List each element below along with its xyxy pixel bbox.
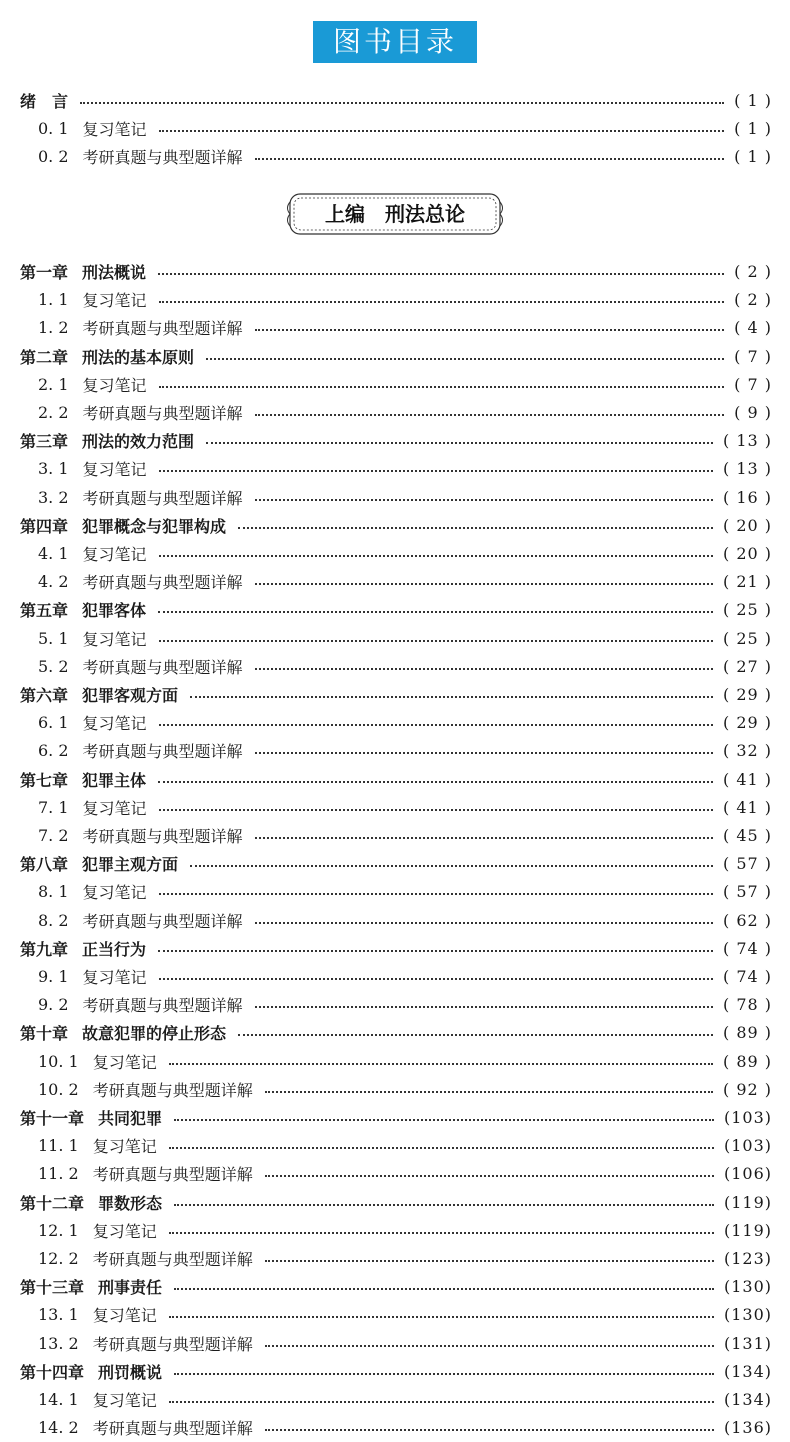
toc-section-row[interactable] [20,483,772,511]
toc-title: 复习笔记 [82,882,147,902]
toc-page-number: (103) [723,1107,772,1127]
toc-title: 考研真题与典型题详解 [92,1334,253,1354]
dot-leader [255,329,725,331]
dot-leader [158,950,713,952]
toc-title: 复习笔记 [92,1052,157,1072]
toc-number: 5. 1 [38,628,69,648]
toc-page-number: ( 9 ) [734,402,772,422]
toc-chapter-row[interactable] [20,934,772,962]
toc-number: 10. 1 [38,1051,79,1071]
dot-leader [80,102,724,104]
dot-leader [158,611,713,613]
toc-title: 复习笔记 [92,1305,157,1325]
toc-number: 3. 1 [38,458,69,478]
toc-page-number: ( 74 ) [722,938,772,958]
toc-title: 考研真题与典型题详解 [92,1164,253,1184]
toc-number: 11. 1 [38,1135,79,1155]
toc-page-number: (106) [723,1163,772,1183]
toc-number: 0. 2 [38,146,69,166]
toc-section-row[interactable] [20,906,772,934]
toc-page-number: ( 7 ) [734,346,772,366]
toc-page-number: ( 1 ) [734,118,772,138]
toc-section-row[interactable] [20,1329,772,1357]
toc-title: 考研真题与典型题详解 [82,741,243,761]
toc-section-row[interactable] [20,736,772,764]
toc-title: 复习笔记 [82,375,147,395]
toc-number: 第十四章 [20,1362,85,1382]
toc-title: 考研真题与典型题详解 [82,147,243,167]
toc-chapter-row[interactable] [20,511,772,539]
toc-page-number: (130) [723,1276,772,1296]
dot-leader [169,1147,714,1149]
toc-number: 7. 1 [38,797,69,817]
toc-chapter-row[interactable] [20,86,772,114]
dot-leader [169,1063,713,1065]
toc-number: 1. 1 [38,289,69,309]
part-title: 上编 刑法总论 [325,202,465,226]
toc-number: 第四章 [20,516,69,536]
toc-number: 11. 2 [38,1163,79,1183]
toc-chapter-row[interactable] [20,1103,772,1131]
dot-leader [159,555,713,557]
toc-title: 考研真题与典型题详解 [82,488,243,508]
toc-number: 3. 2 [38,487,69,507]
toc-number: 第九章 [20,939,69,959]
toc-page-number: (119) [723,1220,772,1240]
toc-title: 复习笔记 [92,1136,157,1156]
toc-title: 考研真题与典型题详解 [82,403,243,423]
toc-number: 14. 1 [38,1389,79,1409]
toc-page-number: (119) [723,1192,772,1212]
toc-section-row[interactable] [20,877,772,905]
toc-section-row[interactable] [20,142,772,170]
toc-page-number: (131) [723,1333,772,1353]
toc-section-row[interactable] [20,1413,772,1441]
toc-page-number: ( 45 ) [722,825,772,845]
toc-page-number: ( 29 ) [722,684,772,704]
part-heading [284,186,506,242]
toc-number: 第三章 [20,431,69,451]
toc-page-number: ( 92 ) [722,1079,772,1099]
toc-page-number: ( 7 ) [734,374,772,394]
toc-page-number: ( 16 ) [722,487,772,507]
toc-page-number: ( 13 ) [722,458,772,478]
dot-leader [190,696,713,698]
toc-number: 13. 2 [38,1333,79,1353]
toc-page-number: ( 25 ) [722,628,772,648]
toc-page-number: (123) [723,1248,772,1268]
toc-section-row[interactable] [20,1300,772,1328]
toc-title: 故意犯罪的停止形态 [82,1023,227,1043]
toc-chapter-row[interactable] [20,257,772,285]
toc-title: 共同犯罪 [98,1108,163,1128]
toc-page-number: ( 20 ) [722,515,772,535]
toc-section-row[interactable] [20,1216,772,1244]
toc-page-number: ( 25 ) [722,599,772,619]
toc-number: 第一章 [20,262,69,282]
toc-number: 9. 1 [38,966,69,986]
toc-chapter-row[interactable] [20,1357,772,1385]
toc-number: 0. 1 [38,118,69,138]
dot-leader [174,1373,714,1375]
toc-number: 第六章 [20,685,69,705]
toc-chapter-row[interactable] [20,680,772,708]
toc-title: 考研真题与典型题详解 [82,318,243,338]
dot-leader [255,158,725,160]
dot-leader [265,1175,714,1177]
toc-title: 考研真题与典型题详解 [92,1418,253,1438]
toc-number: 第五章 [20,600,69,620]
toc-section-row[interactable] [20,962,772,990]
toc-title: 复习笔记 [82,544,147,564]
toc-title: 刑法概说 [82,262,147,282]
toc-page-number: (103) [723,1135,772,1155]
toc-title: 考研真题与典型题详解 [82,995,243,1015]
toc-number: 4. 1 [38,543,69,563]
toc-number: 5. 2 [38,656,69,676]
toc-section-row[interactable] [20,539,772,567]
toc-number: 9. 2 [38,994,69,1014]
toc-page-number: ( 1 ) [734,90,772,110]
toc-number: 第八章 [20,854,69,874]
dot-leader [265,1429,714,1431]
toc-section-row[interactable] [20,708,772,736]
dot-leader [159,640,713,642]
toc-page-number: ( 78 ) [722,994,772,1014]
toc-page-number: ( 2 ) [734,289,772,309]
toc-page-number: ( 41 ) [722,797,772,817]
toc-number: 12. 2 [38,1248,79,1268]
toc-title: 犯罪主观方面 [82,854,179,874]
dot-leader [255,837,713,839]
toc-title: 刑法的基本原则 [82,347,195,367]
toc-page-number: (134) [723,1361,772,1381]
dot-leader [159,724,713,726]
toc-section-row[interactable] [20,652,772,680]
toc-section-row[interactable] [20,624,772,652]
dot-leader [206,358,724,360]
toc-title: 考研真题与典型题详解 [82,657,243,677]
toc-title: 复习笔记 [82,459,147,479]
toc-page-number: ( 41 ) [722,769,772,789]
toc-title: 正当行为 [82,939,147,959]
toc-section-row[interactable] [20,285,772,313]
toc-page-number: ( 2 ) [734,261,772,281]
toc-chapter-row[interactable] [20,1188,772,1216]
toc-page-number: ( 4 ) [734,317,772,337]
toc-title: 刑事责任 [98,1277,163,1297]
toc-page-number: ( 29 ) [722,712,772,732]
dot-leader [265,1260,714,1262]
dot-leader [255,668,713,670]
dot-leader [159,978,713,980]
toc-section-row[interactable] [20,370,772,398]
toc-chapter-row[interactable] [20,1272,772,1300]
dot-leader [190,865,713,867]
toc-page-number: ( 62 ) [722,910,772,930]
toc-title: 复习笔记 [92,1221,157,1241]
toc-page-number: ( 57 ) [722,853,772,873]
toc-title: 复习笔记 [92,1390,157,1410]
toc-number: 8. 2 [38,910,69,930]
toc-page-number: ( 89 ) [722,1051,772,1071]
dot-leader [255,922,713,924]
toc-number: 6. 2 [38,740,69,760]
dot-leader [255,499,713,501]
toc-section-row[interactable] [20,990,772,1018]
toc-number: 8. 1 [38,881,69,901]
toc-title: 犯罪客观方面 [82,685,179,705]
toc-page-number: ( 74 ) [722,966,772,986]
toc-title: 复习笔记 [82,967,147,987]
toc-section-row[interactable] [20,1244,772,1272]
dot-leader [158,781,713,783]
toc-page-number: ( 89 ) [722,1022,772,1042]
dot-leader [255,414,725,416]
toc-title: 复习笔记 [82,629,147,649]
toc-section-row[interactable] [20,1047,772,1075]
toc-number: 4. 2 [38,571,69,591]
toc-chapter-row[interactable] [20,595,772,623]
toc-page-number: ( 1 ) [734,146,772,166]
toc-section-row[interactable] [20,1159,772,1187]
toc-page-number: ( 27 ) [722,656,772,676]
dot-leader [255,583,713,585]
toc-section-row[interactable] [20,454,772,482]
toc-page-number: ( 32 ) [722,740,772,760]
dot-leader [265,1345,714,1347]
toc-number: 第十二章 [20,1193,85,1213]
dot-leader [255,1006,713,1008]
toc-section-row[interactable] [20,114,772,142]
toc-title: 刑法的效力范围 [82,431,195,451]
dot-leader [265,1091,713,1093]
dot-leader [174,1204,714,1206]
toc-number: 2. 1 [38,374,69,394]
dot-leader [174,1119,714,1121]
toc-page-number: (136) [723,1417,772,1437]
toc-section-row[interactable] [20,1131,772,1159]
page-title: 图书目录 [313,21,477,63]
toc-number: 2. 2 [38,402,69,422]
dot-leader [169,1232,714,1234]
toc-title: 复习笔记 [82,798,147,818]
toc-number: 7. 2 [38,825,69,845]
toc-number: 第十三章 [20,1277,85,1297]
dot-leader [169,1401,714,1403]
dot-leader [169,1316,714,1318]
toc-chapter-row[interactable] [20,426,772,454]
toc-page-number: ( 21 ) [722,571,772,591]
toc-page-number: ( 13 ) [722,430,772,450]
toc-chapter-row[interactable] [20,342,772,370]
toc-number: 第七章 [20,770,69,790]
toc-page-number: (130) [723,1304,772,1324]
toc-title: 考研真题与典型题详解 [82,572,243,592]
toc-section-row[interactable] [20,793,772,821]
toc-number: 绪 言 [20,91,69,111]
dot-leader [159,386,725,388]
toc-number: 14. 2 [38,1417,79,1437]
toc-title: 犯罪客体 [82,600,147,620]
toc-section-row[interactable] [20,821,772,849]
toc-number: 1. 2 [38,317,69,337]
dot-leader [238,1034,713,1036]
toc-number: 6. 1 [38,712,69,732]
toc-chapter-row[interactable] [20,849,772,877]
toc-number: 第十一章 [20,1108,85,1128]
toc-section-row[interactable] [20,567,772,595]
toc-section-row[interactable] [20,1385,772,1413]
toc-section-row[interactable] [20,313,772,341]
dot-leader [159,130,725,132]
dot-leader [159,470,713,472]
toc-title: 考研真题与典型题详解 [92,1080,253,1100]
toc-number: 10. 2 [38,1079,79,1099]
dot-leader [255,752,713,754]
toc-page-number: ( 20 ) [722,543,772,563]
toc-number: 第二章 [20,347,69,367]
dot-leader [174,1288,714,1290]
dot-leader [206,442,713,444]
toc-title: 犯罪概念与犯罪构成 [82,516,227,536]
dot-leader [158,273,724,275]
dot-leader [159,809,713,811]
toc-number: 13. 1 [38,1304,79,1324]
toc-title: 复习笔记 [82,713,147,733]
toc-section-row[interactable] [20,1075,772,1103]
toc-title: 复习笔记 [82,119,147,139]
dot-leader [159,893,713,895]
toc-title: 罪数形态 [98,1193,163,1213]
dot-leader [238,527,713,529]
toc-title: 复习笔记 [82,290,147,310]
toc-number: 第十章 [20,1023,69,1043]
toc-page-number: ( 57 ) [722,881,772,901]
toc-title: 刑罚概说 [98,1362,163,1382]
toc-number: 12. 1 [38,1220,79,1240]
toc-chapter-row[interactable] [20,765,772,793]
toc-chapter-row[interactable] [20,1018,772,1046]
toc-title: 考研真题与典型题详解 [82,826,243,846]
dot-leader [159,301,725,303]
toc-section-row[interactable] [20,398,772,426]
toc-title: 考研真题与典型题详解 [92,1249,253,1269]
toc-title: 考研真题与典型题详解 [82,911,243,931]
toc-title: 犯罪主体 [82,770,147,790]
toc-page-number: (134) [723,1389,772,1409]
